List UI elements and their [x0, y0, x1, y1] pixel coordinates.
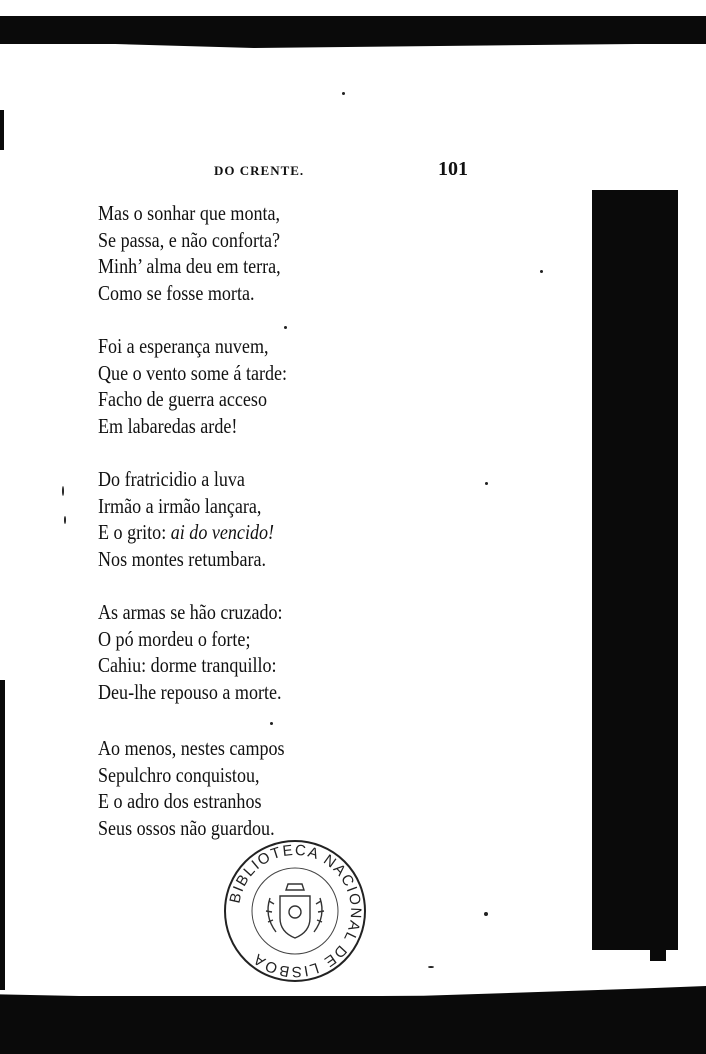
- scan-border-right: [592, 190, 678, 950]
- scan-speck: [62, 486, 64, 496]
- running-head: DO CRENTE.: [214, 163, 305, 178]
- verse-line: Que o vento some á tarde:: [98, 360, 288, 385]
- verse-line: As armas se hão cruzado:: [98, 600, 283, 624]
- stanza-5: [98, 735, 315, 841]
- verse-line: Foi a esperança nuvem,: [98, 334, 269, 358]
- stamp-text: BIBLIOTECA NACIONAL DE LISBOA: [226, 841, 365, 981]
- verse-line: E o adro dos estranhos: [98, 789, 262, 813]
- verse-italic-phrase: ai do vencido!: [170, 520, 275, 544]
- scan-speck: [270, 722, 273, 725]
- verse-line: Do fratricidio a luva: [98, 467, 245, 491]
- verse-line: Como se fosse morta.: [98, 280, 255, 305]
- verse-line: Seus ossos não guardou.: [98, 815, 275, 840]
- verse-line: Minh’ alma deu em terra,: [98, 254, 281, 278]
- verse-line: Nos montes retumbara.: [98, 546, 267, 571]
- scan-speck: [428, 966, 434, 968]
- verse-line: Mas o sonhar que monta,: [98, 201, 281, 225]
- verse-line: Irmão a irmão lançara,: [98, 493, 262, 518]
- verse-line: Se passa, e não conforta?: [98, 227, 281, 252]
- verse-line: Sepulchro conquistou,: [98, 762, 260, 787]
- verse-line: Deu-lhe repouso a morte.: [98, 679, 282, 704]
- stanza-3: [98, 466, 303, 572]
- verse-line: Em labaredas arde!: [98, 413, 238, 438]
- coat-of-arms-icon: [266, 884, 324, 938]
- verse-line: Ao menos, nestes campos: [98, 736, 285, 760]
- scan-border-left-mark: [0, 110, 4, 150]
- stanza-4: [98, 599, 313, 705]
- verse-line-text: E o grito:: [98, 520, 171, 544]
- verse-line: Cahiu: dorme tranquillo:: [98, 653, 277, 677]
- scan-speck: [284, 326, 287, 329]
- stanza-1: [98, 200, 310, 306]
- page-number: 101: [438, 158, 468, 180]
- scan-speck: [342, 92, 345, 95]
- scan-border-top: [0, 16, 706, 44]
- scan-speck: [64, 516, 66, 524]
- stanza-2: [98, 333, 318, 439]
- verse-line: O pó mordeu o forte;: [98, 626, 251, 651]
- verse-line: Facho de guerra acceso: [98, 387, 267, 411]
- svg-text:BIBLIOTECA NACIONAL DE LISBOA: [226, 842, 364, 980]
- scan-border-right-fragment: [650, 945, 666, 961]
- library-stamp: [222, 838, 368, 984]
- scan-speck: [484, 912, 488, 916]
- scan-border-left-mark: [0, 680, 5, 990]
- scan-border-bottom: [0, 996, 706, 1054]
- verse-line: [98, 519, 274, 546]
- scan-border-top-edge: [60, 40, 706, 48]
- scan-speck: [540, 270, 543, 273]
- scan-speck: [485, 482, 488, 485]
